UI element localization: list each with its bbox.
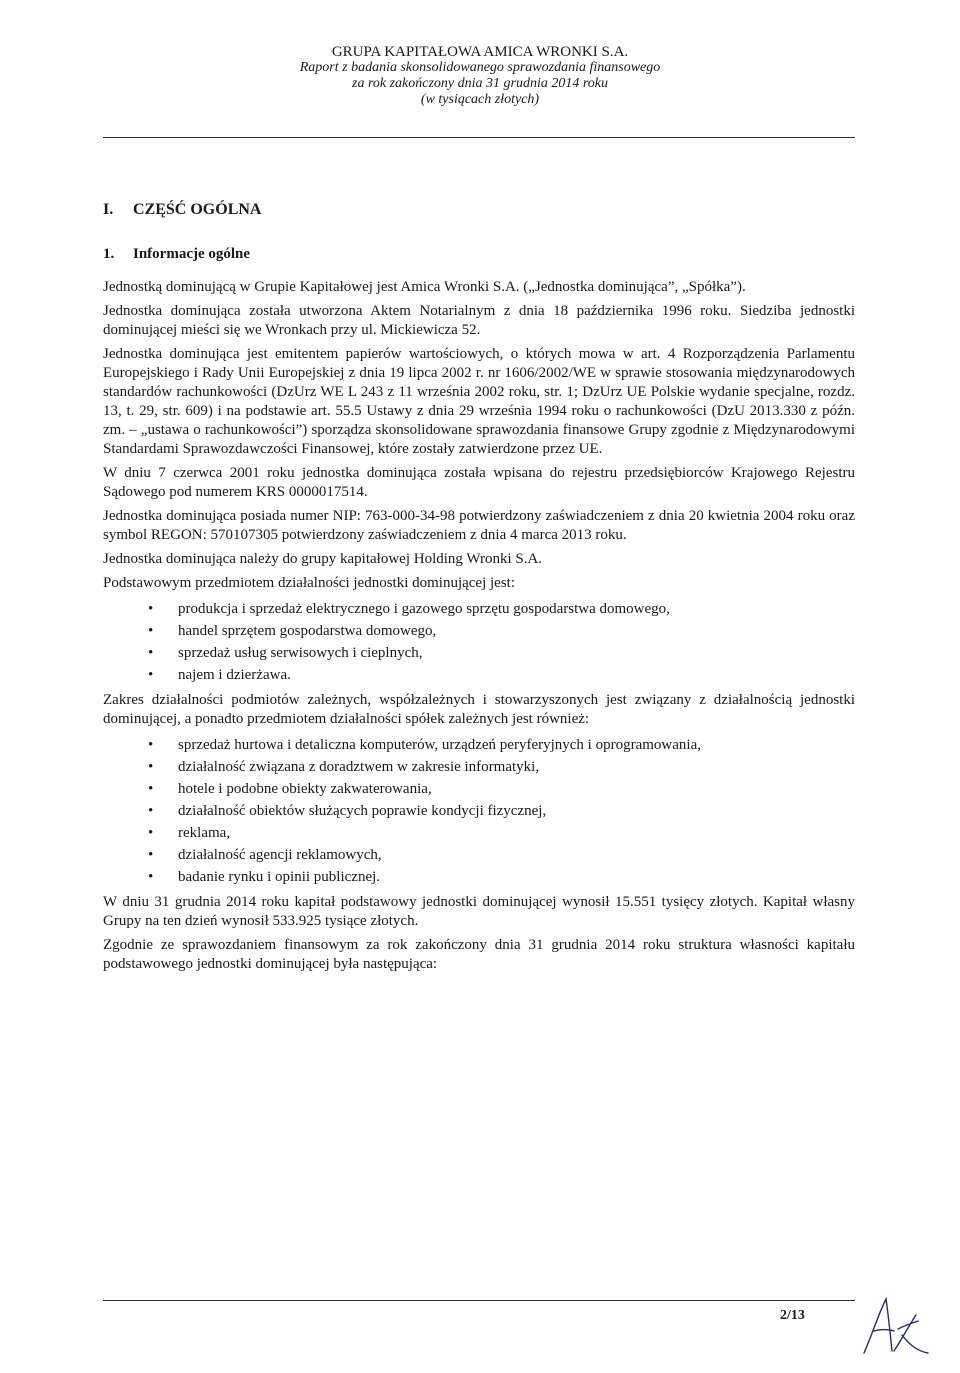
list-item: • działalność obiektów służących poprawie kondycji fizycznej, bbox=[148, 800, 855, 822]
paragraph-3: Jednostka dominująca jest emitentem papierów wartościowych, o których mowa w art. 4 Rozporządzenia Parlamentu Europejskiego i Rady Unii Europejskiej z dnia 19 lipca 2002 r. nr 1606/2002/WE w sprawie stosowania międzynarodowych standardów rachunkowości (DzUrz WE L 243 z 11 września 2002 roku, str. 1; DzUrz UE Polskie wydanie specjalne, rozdz. 13, t. 29, str. 609) i na podstawie art. 55.5 Ustawy z dnia 29 września 1994 roku o rachunkowości (DzU 2013.330 z późn. zm. – „ustawa o rachunkowości”) sporządza skonsolidowane sprawozdania finansowe Grupy zgodnie z Międzynarodowymi Standardami Sprawozdawczości Finansowej, które zostały zatwierdzone przez UE. bbox=[103, 346, 855, 457]
bullet-icon: • bbox=[148, 759, 154, 775]
report-period: za rok zakończony dnia 31 grudnia 2014 roku bbox=[352, 76, 608, 91]
bullet-icon: • bbox=[148, 825, 154, 841]
list-item: • sprzedaż hurtowa i detaliczna komputerów, urządzeń peryferyjnych i oprogramowania, bbox=[148, 734, 855, 756]
document-body bbox=[103, 200, 855, 979]
footer-divider bbox=[103, 1300, 855, 1301]
paragraph-4: W dniu 7 czerwca 2001 roku jednostka dominująca została wpisana do rejestru przedsiębiorców Krajowego Rejestru Sądowego pod numerem KRS 0000017514. bbox=[103, 465, 855, 500]
page-number: 2/13 bbox=[780, 1308, 805, 1323]
header-divider bbox=[103, 137, 855, 138]
paragraph-10: Zgodnie ze sprawozdaniem finansowym za rok zakończony dnia 31 grudnia 2014 roku struktura własności kapitału podstawowego jednostki dominującej była następująca: bbox=[103, 937, 855, 972]
bullet-icon: • bbox=[148, 601, 154, 617]
bullet-icon: • bbox=[148, 781, 154, 797]
bullet-icon: • bbox=[148, 645, 154, 661]
subsection-heading bbox=[103, 245, 855, 264]
bullet-icon: • bbox=[148, 803, 154, 819]
list-item: • reklama, bbox=[148, 822, 855, 844]
list-item: • hotele i podobne obiekty zakwaterowania, bbox=[148, 778, 855, 800]
list-item: • działalność agencji reklamowych, bbox=[148, 844, 855, 866]
paragraph-9: W dniu 31 grudnia 2014 roku kapitał podstawowy jednostki dominującej wynosił 15.551 tysięcy złotych. Kapitał własny Grupy na ten dzień wynosił 533.925 tysiące złotych. bbox=[103, 894, 855, 929]
paragraph-7: Podstawowym przedmiotem działalności jednostki dominującej jest: bbox=[103, 575, 516, 591]
handwritten-initials-signature bbox=[858, 1295, 938, 1359]
paragraph-2: Jednostka dominująca została utworzona Aktem Notarialnym z dnia 18 października 1996 roku. Siedziba jednostki dominującej mieści się we Wronkach przy ul. Mickiewicza 52. bbox=[103, 303, 855, 338]
report-units: (w tysiącach złotych) bbox=[420, 92, 540, 107]
list-item: • działalność związana z doradztwem w zakresie informatyki, bbox=[148, 756, 855, 778]
list-item: • sprzedaż usług serwisowych i cieplnych, bbox=[148, 642, 855, 664]
subsection-title: Informacje ogólne bbox=[133, 246, 251, 262]
section-number: I. bbox=[103, 201, 114, 218]
list-item: • badanie rynku i opinii publicznej. bbox=[148, 866, 855, 888]
paragraph-5: Jednostka dominująca posiada numer NIP: 763-000-34-98 potwierdzony zaświadczeniem z dnia 20 kwietnia 2004 roku oraz symbol REGON: 570107305 potwierdzony zaświadczeniem z dnia 4 marca 2013 roku. bbox=[103, 508, 855, 543]
bullet-icon: • bbox=[148, 667, 154, 683]
bullet-icon: • bbox=[148, 869, 154, 885]
subsidiary-activities-list bbox=[103, 734, 855, 888]
bullet-icon: • bbox=[148, 623, 154, 639]
document-header bbox=[0, 44, 960, 108]
paragraph-1: Jednostką dominującą w Grupie Kapitałowej jest Amica Wronki S.A. („Jednostka dominująca”, „Spółka”). bbox=[103, 279, 746, 295]
bullet-icon: • bbox=[148, 847, 154, 863]
section-heading bbox=[103, 200, 855, 219]
bullet-icon: • bbox=[148, 737, 154, 753]
paragraph-6: Jednostka dominująca należy do grupy kapitałowej Holding Wronki S.A. bbox=[103, 551, 543, 567]
list-item: • najem i dzierżawa. bbox=[148, 664, 855, 686]
report-title: Raport z badania skonsolidowanego sprawozdania finansowego bbox=[299, 60, 661, 75]
section-title: CZĘŚĆ OGÓLNA bbox=[133, 201, 262, 218]
company-name: GRUPA KAPITAŁOWA AMICA WRONKI S.A. bbox=[331, 44, 629, 60]
list-item: • handel sprzętem gospodarstwa domowego, bbox=[148, 620, 855, 642]
paragraph-8: Zakres działalności podmiotów zależnych, współzależnych i stowarzyszonych jest związany z działalnością jednostki dominującej, a ponadto przedmiotem działalności spółek zależnych jest również: bbox=[103, 692, 855, 727]
subsection-number: 1. bbox=[103, 246, 115, 262]
list-item: • produkcja i sprzedaż elektrycznego i gazowego sprzętu gospodarstwa domowego, bbox=[148, 598, 855, 620]
core-activities-list bbox=[103, 598, 855, 686]
